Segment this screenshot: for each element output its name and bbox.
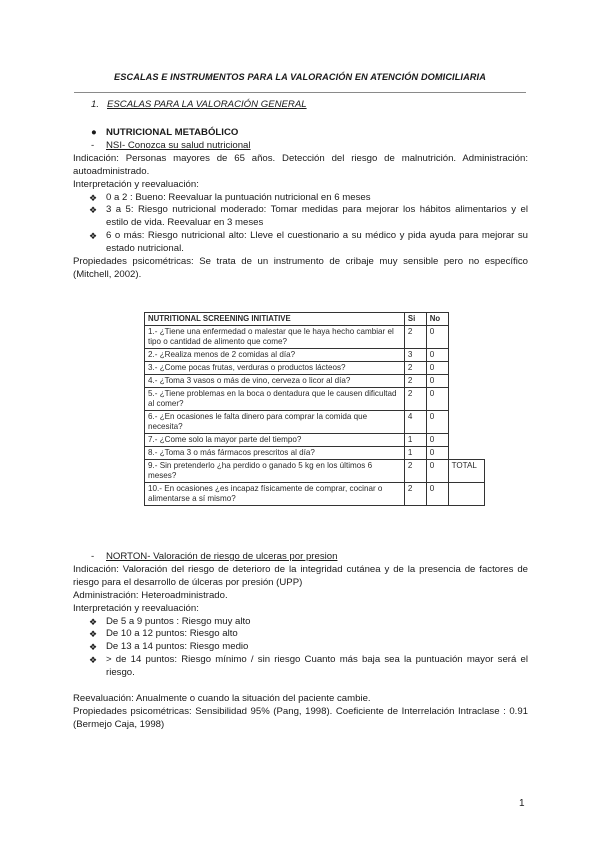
diamond-bullet-icon: ❖ xyxy=(89,616,98,627)
list-item-text: De 13 a 14 puntos: Riesgo medio xyxy=(106,641,249,653)
table-cell-question: 5.- ¿Tiene problemas en la boca o dentadura que le causen dificultad al comer? xyxy=(145,388,405,411)
table-cell-si: 2 xyxy=(404,362,426,375)
table-spacer xyxy=(448,411,484,434)
dash-marker: - xyxy=(91,139,95,151)
table-header-si: Si xyxy=(404,313,426,326)
table-cell-si: 2 xyxy=(404,483,426,506)
diamond-bullet-icon: ❖ xyxy=(89,205,98,216)
bullet-dot-icon: ● xyxy=(91,127,97,138)
list-item xyxy=(73,628,528,641)
table-cell-si: 3 xyxy=(404,349,426,362)
table-cell-si: 2 xyxy=(404,388,426,411)
diamond-bullet-icon: ❖ xyxy=(89,231,98,242)
table-row xyxy=(145,362,485,375)
diamond-bullet-icon: ❖ xyxy=(89,629,98,640)
norton-interpretacion-list xyxy=(73,616,528,681)
nutricional-heading xyxy=(73,127,528,140)
dash-marker: - xyxy=(91,551,95,562)
table-cell-no: 0 xyxy=(426,349,448,362)
table-row xyxy=(145,375,485,388)
nsi-interpretacion-label: Interpretación y reevaluación: xyxy=(73,178,199,190)
list-item xyxy=(73,204,528,230)
diamond-bullet-icon: ❖ xyxy=(89,192,98,203)
norton-subheading-text: NORTON- Valoración de riesgo de ulceras por presion xyxy=(106,551,338,562)
table-cell-question: 10.- En ocasiones ¿es incapaz físicamente de comprar, cocinar o alimentarse a sí mismo? xyxy=(145,483,405,506)
table-cell-si: 2 xyxy=(404,375,426,388)
list-item-text: > de 14 puntos: Riesgo mínimo / sin riesgo Cuanto más baja sea la puntuación mayor será el riesgo. xyxy=(106,654,528,679)
page-number: 1 xyxy=(519,798,525,809)
section-label: ESCALAS PARA LA VALORACIÓN GENERAL xyxy=(107,99,307,110)
table-spacer xyxy=(448,362,484,375)
table-header-title: NUTRITIONAL SCREENING INITIATIVE xyxy=(145,313,405,326)
table-cell-si: 1 xyxy=(404,434,426,447)
table-row xyxy=(145,483,485,506)
table-cell-question: 6.- ¿En ocasiones le falta dinero para comprar la comida que necesita? xyxy=(145,411,405,434)
nutricional-section xyxy=(73,127,528,282)
table-cell-no: 0 xyxy=(426,362,448,375)
table-cell-question: 8.- ¿Toma 3 o más fármacos prescritos al día? xyxy=(145,447,405,460)
list-item xyxy=(73,230,528,256)
table-total-value xyxy=(448,483,484,506)
table-cell-si: 4 xyxy=(404,411,426,434)
norton-propiedades: Propiedades psicométricas: Sensibilidad 95% (Pang, 1998). Coeficiente de Interrelación Intraclase : 0.91 (Bermejo Caja, 1998) xyxy=(73,705,528,730)
table-cell-si: 2 xyxy=(404,326,426,349)
list-item-text: 6 o más: Riesgo nutricional alto: Lleve el cuestionario a su médico y pida ayuda para mejorar su estado nutricional. xyxy=(106,230,528,255)
norton-indicacion: Indicación: Valoración del riesgo de deterioro de la integridad cutánea y de la presencia de factores de riesgo para el desarrollo de úlceras por presión (UPP) xyxy=(73,563,528,588)
norton-section xyxy=(73,551,528,732)
table-cell-no: 0 xyxy=(426,483,448,506)
table-cell-no: 0 xyxy=(426,434,448,447)
list-item xyxy=(73,192,528,205)
table-header-row xyxy=(145,313,485,326)
table-cell-si: 1 xyxy=(404,447,426,460)
nsi-propiedades: Propiedades psicométricas: Se trata de un instrumento de cribaje muy sensible pero no específico (Mitchell, 2002). xyxy=(73,256,528,280)
table-spacer xyxy=(448,375,484,388)
table-spacer xyxy=(448,447,484,460)
table-cell-no: 0 xyxy=(426,447,448,460)
table-header-no: No xyxy=(426,313,448,326)
norton-administracion: Administración: Heteroadministrado. xyxy=(73,589,228,601)
table-cell-no: 0 xyxy=(426,411,448,434)
list-item-text: De 10 a 12 puntos: Riesgo alto xyxy=(106,628,238,640)
table-row xyxy=(145,447,485,460)
table-row xyxy=(145,434,485,447)
norton-interpretacion-label: Interpretación y reevaluación: xyxy=(73,602,199,614)
table-cell-no: 0 xyxy=(426,375,448,388)
section-number: 1. xyxy=(91,99,100,110)
nsi-indicacion: Indicación: Personas mayores de 65 años. Detección del riesgo de malnutrición. Administración: autoadministrado. xyxy=(73,152,528,177)
nsi-subheading-text: NSI- Conozca su salud nutricional xyxy=(106,139,251,151)
list-item xyxy=(73,641,528,654)
nutricional-heading-text: NUTRICIONAL METABÓLICO xyxy=(106,127,239,138)
list-item xyxy=(73,654,528,680)
table-cell-question: 4.- ¿Toma 3 vasos o más de vino, cerveza o licor al día? xyxy=(145,375,405,388)
table-cell-no: 0 xyxy=(426,326,448,349)
list-item-text: 0 a 2 : Bueno: Reevaluar la puntuación nutricional en 6 meses xyxy=(106,191,371,203)
table-row xyxy=(145,460,485,483)
nsi-interpretacion-list xyxy=(73,192,528,257)
table-row xyxy=(145,411,485,434)
norton-reevaluacion: Reevaluación: Anualmente o cuando la situación del paciente cambie. xyxy=(73,693,371,705)
table-total-label: TOTAL xyxy=(448,460,484,483)
table-cell-no: 0 xyxy=(426,460,448,483)
table-row xyxy=(145,326,485,349)
table-cell-question: 2.- ¿Realiza menos de 2 comidas al día? xyxy=(145,349,405,362)
table-cell-question: 7.- ¿Come solo la mayor parte del tiempo? xyxy=(145,434,405,447)
diamond-bullet-icon: ❖ xyxy=(89,642,98,653)
section-heading xyxy=(91,99,307,112)
table-spacer xyxy=(448,313,484,326)
table-spacer xyxy=(448,434,484,447)
table-cell-question: 3.- ¿Come pocas frutas, verduras o productos lácteos? xyxy=(145,362,405,375)
nsi-subheading xyxy=(73,140,528,153)
table-row xyxy=(145,388,485,411)
table-spacer xyxy=(448,326,484,349)
norton-subheading xyxy=(73,551,528,564)
table-row xyxy=(145,349,485,362)
diamond-bullet-icon: ❖ xyxy=(89,655,98,666)
table-spacer xyxy=(448,388,484,411)
nsi-table xyxy=(144,312,485,506)
document-title: ESCALAS E INSTRUMENTOS PARA LA VALORACIÓN EN ATENCIÓN DOMICILIARIA xyxy=(114,72,486,82)
table-cell-si: 2 xyxy=(404,460,426,483)
table-cell-question: 9.- Sin pretenderlo ¿ha perdido o ganado 5 kg en los últimos 6 meses? xyxy=(145,460,405,483)
table-cell-no: 0 xyxy=(426,388,448,411)
list-item-text: 3 a 5: Riesgo nutricional moderado: Tomar medidas para mejorar los hábitos alimentarios y el estilo de vida. Reevaluar en 3 meses xyxy=(106,204,528,229)
list-item xyxy=(73,616,528,629)
table-cell-question: 1.- ¿Tiene una enfermedad o malestar que le haya hecho cambiar el tipo o cantidad de alimento que come? xyxy=(145,326,405,349)
table-spacer xyxy=(448,349,484,362)
list-item-text: De 5 a 9 puntos : Riesgo muy alto xyxy=(106,615,251,627)
title-divider xyxy=(74,92,526,93)
